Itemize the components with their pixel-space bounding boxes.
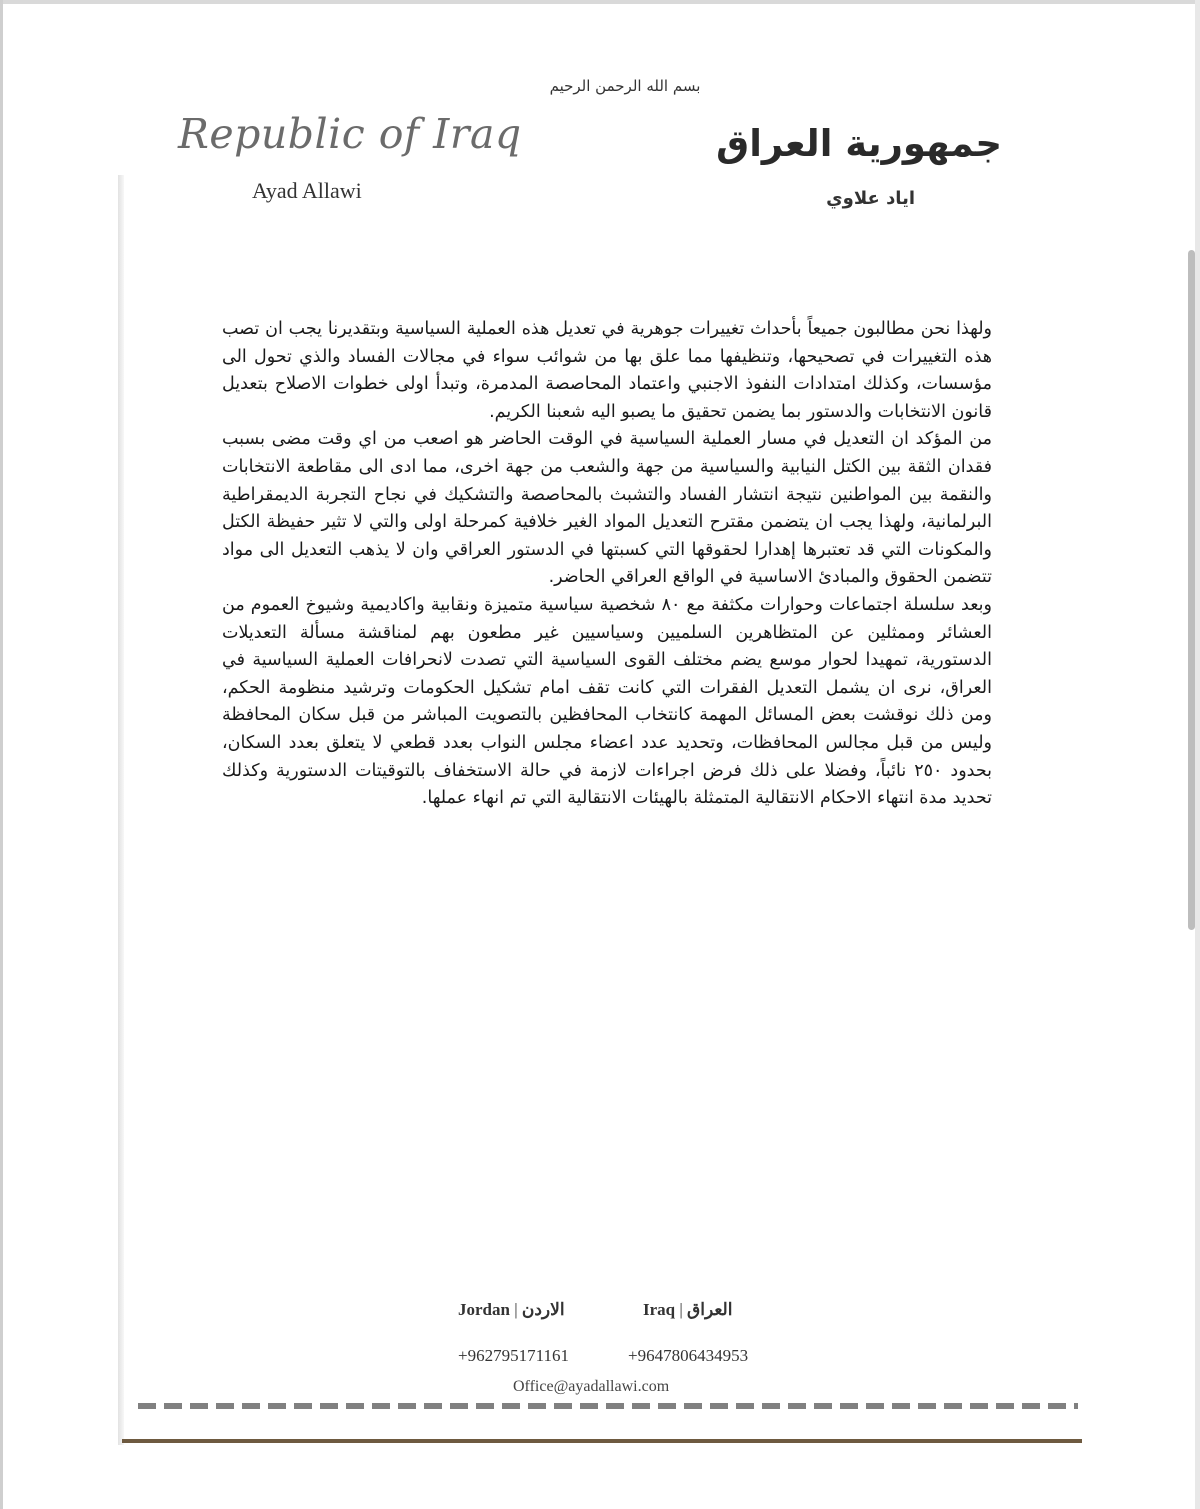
footer-jordan-label bbox=[458, 1300, 565, 1320]
letter-footer bbox=[118, 1290, 1186, 1400]
window-left-border bbox=[0, 0, 3, 1509]
basmala: بسم الله الرحمن الرحيم bbox=[549, 77, 701, 95]
paragraph-3: وبعد سلسلة اجتماعات وحوارات مكثفة مع ٨٠ شخصية سياسية متميزة ونقابية واكاديمية وشيوخ العموم من العشائر وممثلين عن المتظاهرين السلميين وسياسيين غير مطعون بهم لمناقشة مسألة التعديلات الدستورية، تمهيدا لحوار موسع يضم مختلف القوى السياسية التي تصدت لانحرافات العملية السياسية في العراق، نرى ان يشمل التعديل الفقرات التي كانت تقف امام تشكيل الحكومات وترشيد منظومة الحكم، ومن ذلك نوقشت بعض المسائل المهمة كانتخاب المحافظين بالتصويت المباشر من قبل سكان المحافظة وليس من قبل مجالس المحافظات، وتحديد عدد اعضاء مجلس النواب بعدد قطعي لا يتعلق بعدد السكان، بحدود ٢٥٠ نائباً، وفضلا على ذلك فرض اجراءات لازمة في حالة الاستخفاف بالتوقيتات الدستورية وكذلك تحديد مدة انتهاء الاحكام الانتقالية المتمثلة بالهيئات الانتقالية التي تم انهاء عملها. bbox=[222, 594, 992, 809]
jordan-separator: | bbox=[514, 1300, 518, 1319]
jordan-label-en: Jordan bbox=[458, 1300, 510, 1319]
letterhead-name-ar: اياد علاوي bbox=[826, 188, 915, 209]
window-top-border bbox=[0, 0, 1200, 4]
scrollbar-thumb[interactable] bbox=[1188, 250, 1195, 930]
dashed-divider bbox=[138, 1403, 1078, 1409]
iraq-label-ar: العراق bbox=[687, 1300, 733, 1319]
page-shadow-edge bbox=[118, 175, 124, 1445]
bottom-rule bbox=[122, 1439, 1082, 1443]
jordan-phone: +962795171161 bbox=[458, 1346, 569, 1365]
iraq-separator: | bbox=[679, 1300, 683, 1319]
paragraph-2: من المؤكد ان التعديل في مسار العملية السياسية في الوقت الحاضر هو اصعب من اي وقت مضى بسبب فقدان الثقة بين الكتل النيابية والسياسية من جهة والشعب من جهة اخرى، مما ادى الى مقاطعة الانتخابات والنقمة بين المواطنين نتيجة انتشار الفساد والتشبث بالمحاصصة والتشكيك في نجاح التجربة الديمقراطية البرلمانية، ولهذا يجب ان يتضمن مقترح التعديل المواد الغير خلافية كمرحلة اولى والتي لا تثير حفيظة الكتل والمكونات التي قد تعتبرها إهدارا لحقوقها التي كسبتها في الدستور العراقي وان لا يذهب التعديل الى مواد تتضمن الحقوق والمبادئ الاساسية في الواقع العراقي الحاضر. bbox=[222, 429, 992, 588]
letterhead-title-en: Republic of Iraq bbox=[178, 110, 522, 158]
paragraph-1: ولهذا نحن مطالبون جميعاً بأحداث تغييرات جوهرية في تعديل هذه العملية السياسية وبتقديرنا يجب ان تصب هذه التغييرات في تصحيحها، وتنظيفها مما علق بها من شوائب سواء في مجالات الفساد والذي تحول الى مؤسسات، وكذلك امتدادات النفوذ الاجنبي واعتماد المحاصصة المدمرة، وتبدأ اولى خطوات الاصلاح بتعديل قانون الانتخابات والدستور بما يضمن تحقيق ما يصبو اليه شعبنا الكريم. bbox=[222, 319, 992, 422]
iraq-label-en: Iraq bbox=[643, 1300, 676, 1319]
window-right-border bbox=[1195, 0, 1200, 1509]
office-email: Office@ayadallawi.com bbox=[513, 1378, 670, 1395]
footer-iraq-label bbox=[643, 1300, 732, 1320]
letter-body bbox=[222, 316, 992, 813]
letterhead-name-en: Ayad Allawi bbox=[252, 178, 362, 203]
letterhead-title-ar: جمهورية العراق bbox=[716, 122, 1002, 165]
jordan-label-ar: الاردن bbox=[521, 1300, 565, 1319]
iraq-phone: +9647806434953 bbox=[628, 1346, 749, 1365]
